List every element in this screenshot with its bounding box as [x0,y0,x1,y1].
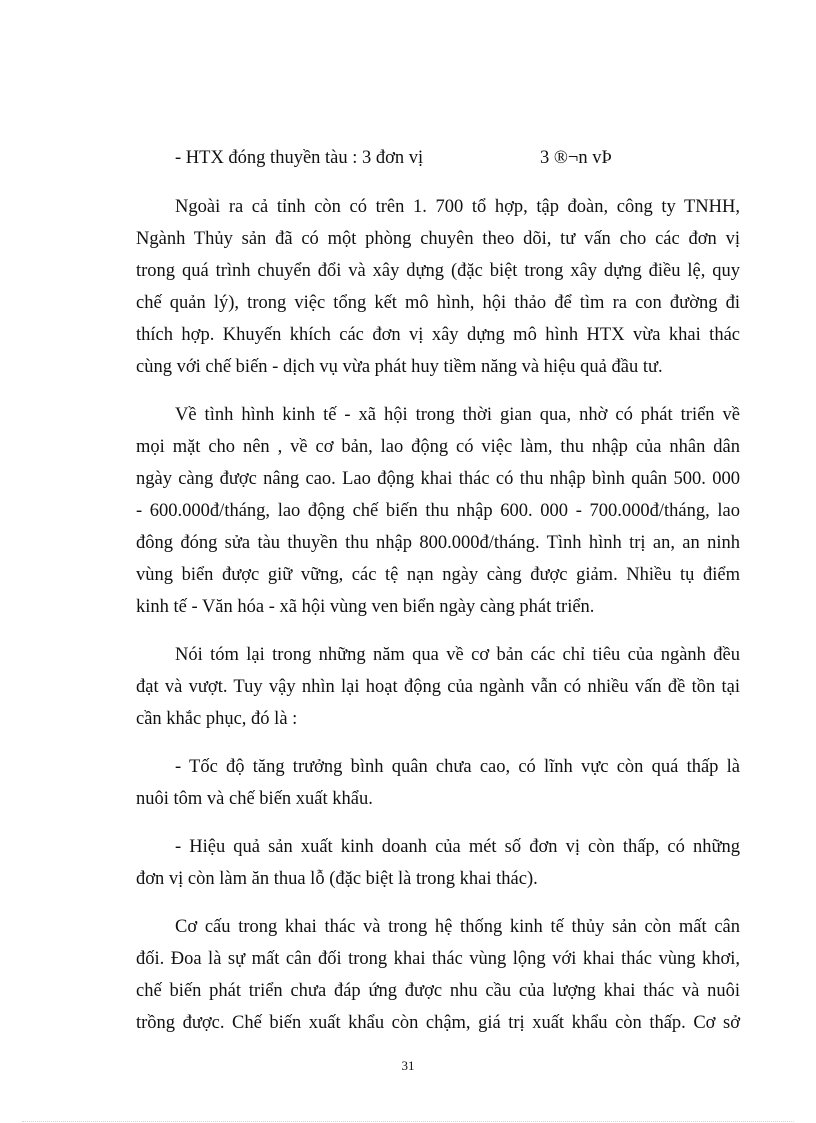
paragraph-line: đơn vị còn làm ăn thua lỗ (đặc biệt là trong khai thác). [136,869,538,889]
list-item-value: 3 ®¬n vÞ [540,148,612,168]
list-item-htx-shipbuilding [175,146,645,170]
paragraph-line: đối. Đoa là sự mất cân đối trong khai thác vùng lộng với khai thác vùng khơi, [136,949,740,969]
paragraph-line: Cơ cấu trong khai thác và trong hệ thống kinh tế thủy sản còn mất cân [175,917,740,937]
paragraph-line: chế quản lý), trong việc tổng kết mô hình, hội thảo để tìm ra con đường đi [136,293,740,313]
paragraph-line: Ngành Thủy sản đã có một phòng chuyên theo dõi, tư vấn cho các đơn vị [136,229,740,249]
paragraph-line: trong quá trình chuyển đổi và xây dựng (đặc biệt trong xây dựng điều lệ, quy [136,261,740,281]
page-bottom-divider [22,1121,794,1122]
paragraph-line: - Hiệu quả sản xuất kinh doanh của mét số đơn vị còn thấp, có những [175,837,740,857]
paragraph-line: Về tình hình kinh tế - xã hội trong thời gian qua, nhờ có phát triển về [175,405,740,425]
paragraph-line: Nói tóm lại trong những năm qua về cơ bản các chỉ tiêu của ngành đều [175,645,740,665]
paragraph-line: cần khắc phục, đó là : [136,709,298,729]
paragraph-line: nuôi tôm và chế biến xuất khẩu. [136,789,373,809]
paragraph-line: chế biến phát triển chưa đáp ứng được nhu cầu của lượng khai thác và nuôi [136,981,740,1001]
paragraph-line: cùng với chế biến - dịch vụ vừa phát huy tiềm năng và hiệu quả đầu tư. [136,357,663,377]
paragraph-line: vùng biển được giữ vững, các tệ nạn ngày càng được giảm. Nhiều tụ điểm [136,565,740,585]
paragraph-line: đông đóng sửa tàu thuyền thu nhập 800.000đ/tháng. Tình hình trị an, an ninh [136,533,740,553]
list-item-label: - HTX đóng thuyền tàu : 3 đơn vị [175,148,424,168]
paragraph-line: thích hợp. Khuyến khích các đơn vị xây dựng mô hình HTX vừa khai thác [136,325,740,345]
page-number: 31 [401,1058,415,1073]
paragraph-line: - Tốc độ tăng trưởng bình quân chưa cao, có lĩnh vực còn quá thấp là [175,757,740,777]
paragraph-line: ngày càng được nâng cao. Lao động khai thác có thu nhập bình quân 500. 000 [136,469,740,489]
paragraph-line: mọi mặt cho nên , về cơ bản, lao động có việc làm, thu nhập của nhân dân [136,437,740,457]
paragraph-line: đạt và vượt. Tuy vậy nhìn lại hoạt động của ngành vẫn có nhiều vấn đề tồn tại [136,677,740,697]
paragraph-line: trồng được. Chế biến xuất khẩu còn chậm, giá trị xuất khẩu còn thấp. Cơ sở [136,1013,740,1033]
paragraph-line: - 600.000đ/tháng, lao động chế biến thu nhập 600. 000 - 700.000đ/tháng, lao [136,501,740,521]
paragraph-line: kinh tế - Văn hóa - xã hội vùng ven biển ngày càng phát triển. [136,597,595,617]
paragraph-line: Ngoài ra cả tỉnh còn có trên 1. 700 tổ hợp, tập đoàn, công ty TNHH, [175,197,740,217]
